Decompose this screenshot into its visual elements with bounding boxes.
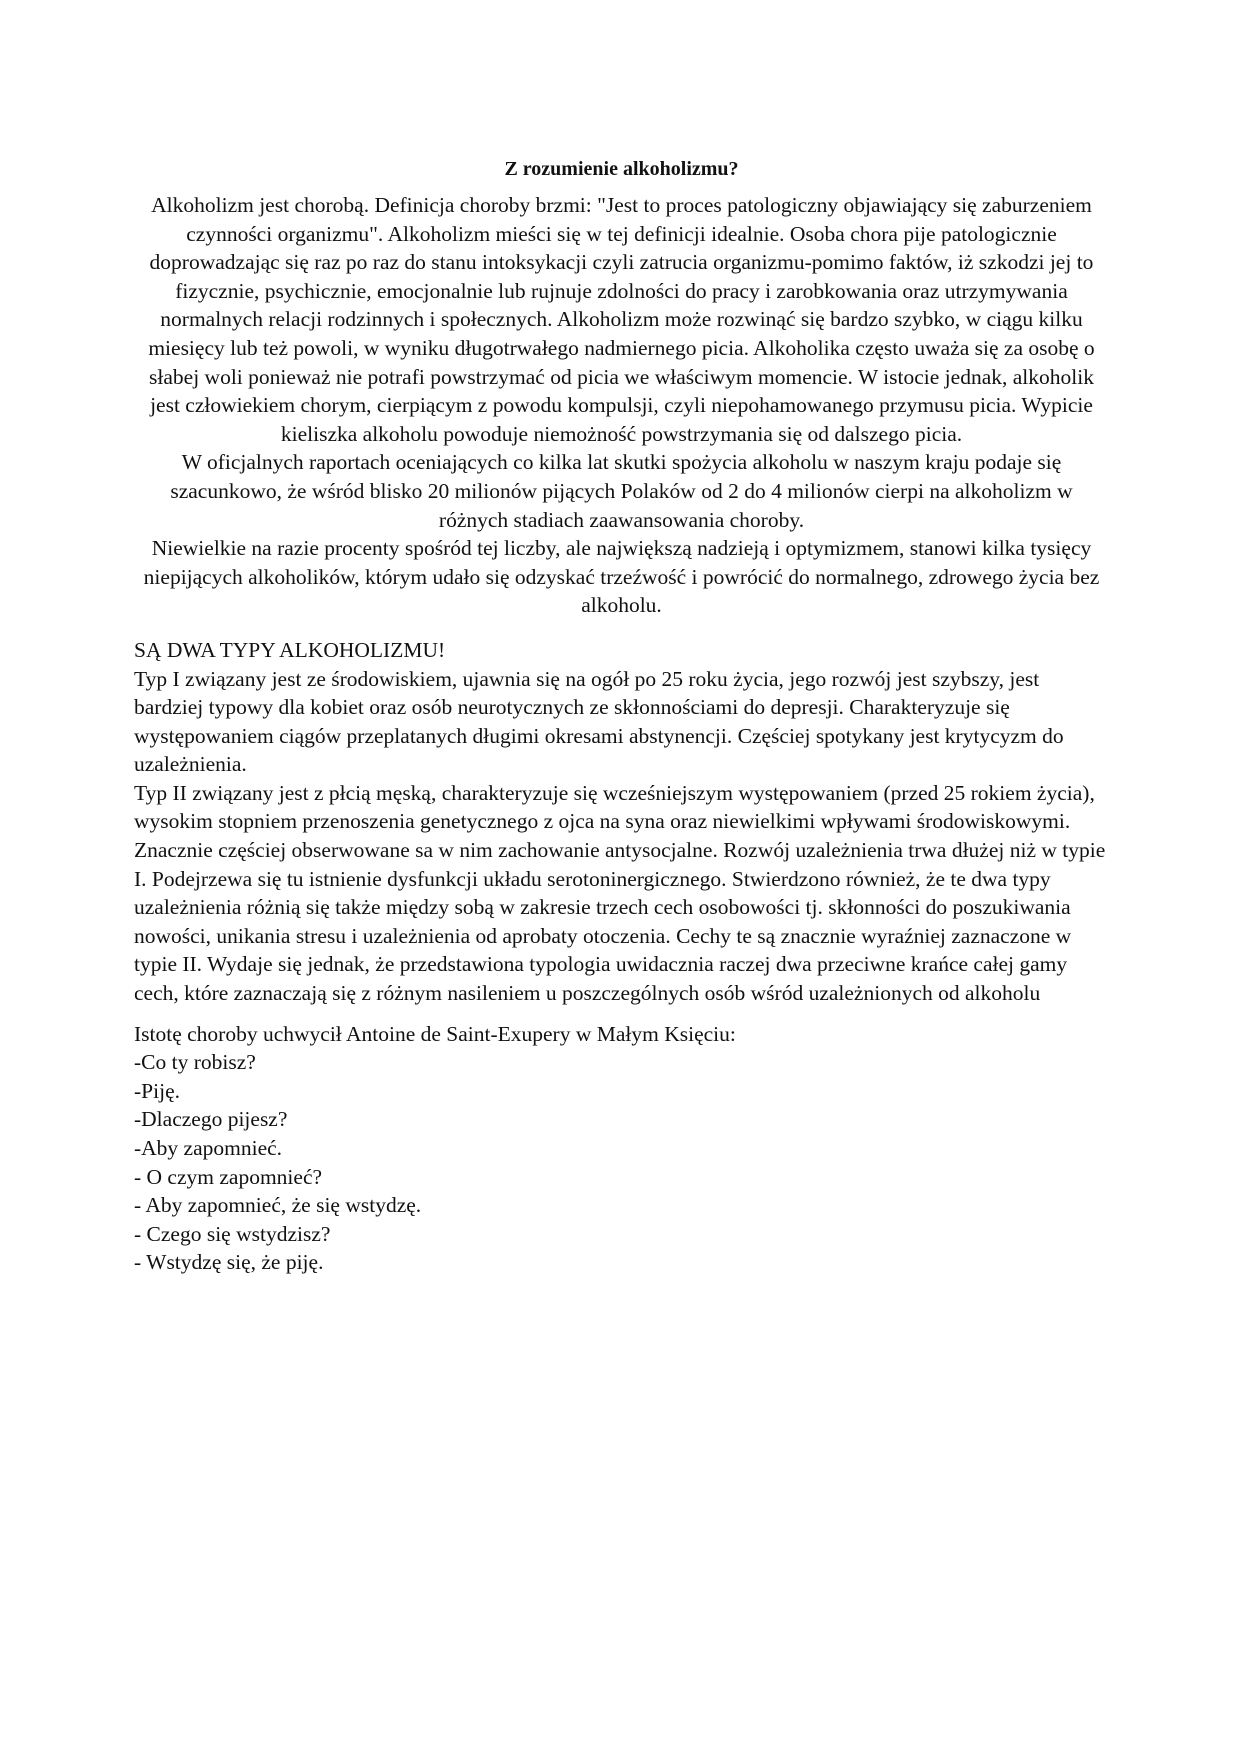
type-two-paragraph: Typ II związany jest z płcią męską, charakteryzuje się wcześniejszym występowaniem (przed 25 rokiem życia), wysokim stopniem przenoszenia genetycznego z ojca na syna oraz niewielkimi wpływami środowiskowymi. Znacznie częściej obserwowane sa w nim zachowanie antysocjalne. Rozwój uzależnienia trwa dłużej niż w typie I. Podejrzewa się tu istnienie dysfunkcji układu serotoninergicznego. Stwierdzono również, że te dwa typy uzależnienia różnią się także między sobą w zakresie trzech cech osobowości tj. skłonności do poszukiwania nowości, unikania stresu i uzależnienia od aprobaty otoczenia. Cechy te są znacznie wyraźniej zaznaczone w typie II. Wydaje się jednak, że przedstawiona typologia uwidacznia raczej dwa przeciwne krańce całej gamy cech, które zaznaczają się z różnym nasileniem u poszczególnych osób wśród uzależnionych od alkoholu (134, 780, 1106, 1006)
dialog-line: - O czym zapomnieć? (134, 1164, 323, 1189)
quote-section (134, 1020, 1109, 1277)
document-title: Z rozumienie alkoholizmu? (504, 158, 739, 180)
intro-section (134, 191, 1109, 620)
document-page (134, 155, 1109, 1277)
dialog-line: -Piję. (134, 1078, 180, 1103)
dialog-line: - Aby zapomnieć, że się wstydzę. (134, 1193, 422, 1218)
dialog-line: - Czego się wstydzisz? (134, 1221, 331, 1246)
intro-paragraph-statistics: W oficjalnych raportach oceniających co kilka lat skutki spożycia alkoholu w naszym kraju podaje się szacunkowo, że wśród blisko 20 milionów pijących Polaków od 2 do 4 milionów cierpi na alkoholizm w różnych stadiach zaawansowania choroby. (170, 450, 1073, 532)
quote-intro: Istotę choroby uchwycił Antoine de Saint-Exupery w Małym Księciu: (134, 1021, 736, 1046)
type-one-paragraph: Typ I związany jest ze środowiskiem, ujawnia się na ogół po 25 roku życia, jego rozwój jest szybszy, jest bardziej typowy dla kobiet oraz osób neurotycznych ze skłonnościami do depresji. Charakteryzuje się występowaniem ciągów przeplatanych długimi okresami abstynencji. Częściej spotykany jest krytycyzm do uzależnienia. (134, 666, 1064, 777)
dialog-line: -Dlaczego pijesz? (134, 1107, 288, 1132)
dialog-line: - Wstydzę się, że piję. (134, 1250, 324, 1275)
intro-paragraph-hope: Niewielkie na razie procenty spośród tej liczby, ale największą nadzieją i optymizmem, stanowi kilka tysięcy niepijących alkoholików, którym udało się odzyskać trzeźwość i powrócić do normalnego, zdrowego życia bez alkoholu. (143, 536, 1100, 618)
intro-paragraph-definition: Alkoholizm jest chorobą. Definicja choroby brzmi: "Jest to proces patologiczny objawiający się zaburzeniem czynności organizmu". Alkoholizm mieści się w tej definicji idealnie. Osoba chora pije patologicznie doprowadzając się raz po raz do stanu intoksykacji czyli zatrucia organizmu-pomimo faktów, iż szkodzi jej to fizycznie, psychicznie, emocjonalnie lub rujnuje zdolności do pracy i zarobkowania oraz utrzymywania normalnych relacji rodzinnych i społecznych. Alkoholizm może rozwinąć się bardzo szybko, w ciągu kilku miesięcy lub też powoli, w wyniku długotrwałego nadmiernego picia. Alkoholika często uważa się za osobę o słabej woli ponieważ nie potrafi powstrzymać od picia we właściwym momencie. W istocie jednak, alkoholik jest człowiekiem chorym, cierpiącym z powodu kompulsji, czyli niepohamowanego przymusu picia. Wypicie kieliszka alkoholu powoduje niemożność powstrzymania się od dalszego picia. (148, 193, 1095, 446)
dialog-line: -Co ty robisz? (134, 1050, 256, 1075)
dialog-line: -Aby zapomnieć. (134, 1136, 283, 1160)
types-heading: SĄ DWA TYPY ALKOHOLIZMU! (134, 637, 446, 662)
types-section (134, 636, 1109, 1008)
